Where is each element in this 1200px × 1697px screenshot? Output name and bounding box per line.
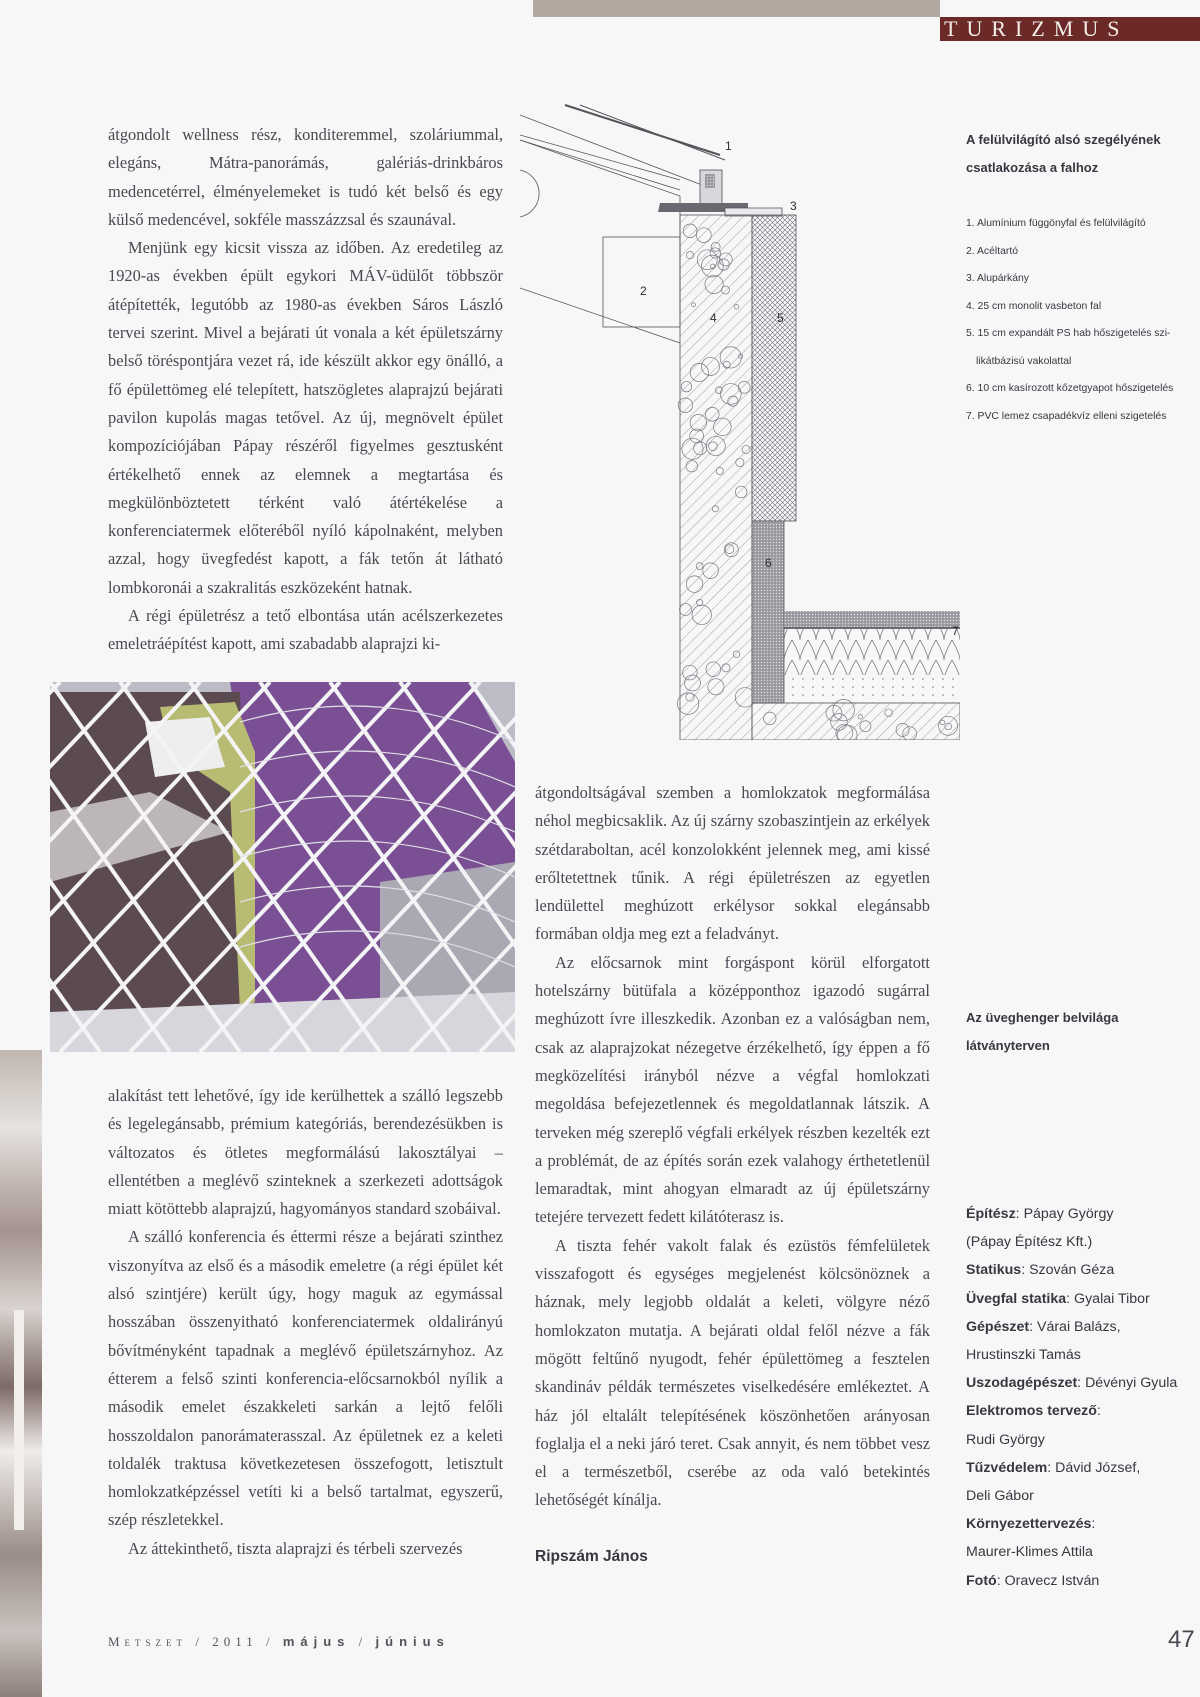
glazing-pane — [580, 105, 725, 160]
thermal-insulation — [784, 629, 960, 675]
callout-4: 4 — [710, 311, 717, 325]
concrete-wall — [680, 215, 752, 740]
legend-item: 1. Alumínium függönyfal és felülvilágító — [966, 218, 1146, 229]
credit-role: Környezettervezés — [966, 1516, 1092, 1533]
beam-line-low — [520, 288, 680, 343]
roof-slab — [752, 703, 960, 740]
paragraph: átgondoltságával szemben a homlokzatok megformálása néhol megbicsaklik. Az új szárny szobaszintjein az erkélyek szétdaraboltan, acél konzolokként jelennek meg, ami kissé erőltetettnek tűnik. A régi épületrészen az egyetlen lendülettel meghúzott erkélysor sokkal elegánsabb formában oldja meg ezt a feladványt. — [535, 783, 930, 944]
credit-role: Gépészet — [966, 1318, 1030, 1335]
header-color-bar — [533, 0, 940, 17]
credit-name-continued: (Pápay Építész Kft.) — [966, 1234, 1093, 1251]
credit-name-continued: Maurer-Klimes Attila — [966, 1544, 1093, 1561]
render-svg — [50, 682, 515, 1052]
credit-name: Szován Géza — [1029, 1262, 1115, 1279]
credit-name: Dévényi Gyula — [1085, 1375, 1178, 1392]
article-column-left-bottom — [108, 1082, 503, 1563]
article-column-left-top — [108, 121, 503, 659]
separator: / — [358, 1634, 368, 1649]
credit-line: Statikus: Szován Géza — [966, 1262, 1115, 1279]
credit-line: Uszodagépészet: Dévényi Gyula — [966, 1375, 1178, 1392]
glazing-line — [520, 135, 680, 180]
paragraph: A régi épületrész a tető elbontása után acélszerkezetes emeletráépítést kapott, ami szabadabb alaprajzi ki- — [108, 606, 503, 654]
steel-beam — [603, 237, 680, 327]
callout-2: 2 — [640, 284, 647, 298]
credit-role: Statikus — [966, 1262, 1022, 1279]
paragraph: Menjünk egy kicsit vissza az időben. Az eredetileg az 1920-as években épült egykori MÁV-üdülőt többször átépítették, legutóbb az 1980-as években Sáros László tervei szerint. Mivel a bejárati út vonala a két épületszárny belső töréspontjára vezet rá, ide készült akkor egy önálló, a fő épülettömeg elé telepített, hatszögletes alaprajzú bejárati pavilon kupolás magas tetővel. Az új, megnövelt épület kompozíciójában Pápay részéről figyelmes gesztusként értékelhető ennek az elemnek a megtartása és megkülönböztetett térként való átértékelése a konferenciatermek előteréből nyíló kápolnaként, melyben azzal, hogy üvegfedést kapott, a fák tetőn át látható lombkoronái a szakralitás eszközeként hatnak. — [108, 238, 503, 597]
glazing-line — [520, 115, 715, 190]
paragraph: átgondolt wellness rész, konditeremmel, szoláriummal, elegáns, Mátra-panorámás, galériás-drinkbáros medencetérrel, élményelemeket is tudó két belső és egy külső medencével, sokféle masszázzsal és szaunával. — [108, 125, 503, 229]
paragraph: A szálló konferencia és éttermi része a bejárati szinthez viszonyítva az első és a második emeletre (a régi épület két alsó szintjére) került úgy, hogy maguk az egymással hosszában összenyitható konferenciatermek oldalirányú bővítményként tapadnak a meglévő épületszárnyhoz. Az étterem a felső szinti konferencia-előcsarnokból nyílik a második emelet északkeleti sarkán a lejtő felőli hosszoldalon panorámaterasszal. Az épületnek ez a keleti toldalék traktusa következetesen összefogott, letisztult homlokzatképzéssel vetíti ki a belső tartalmat, egyszerű, szép részletekkel. — [108, 1227, 503, 1530]
section-label: TURIZMUS — [940, 17, 1200, 41]
callout-7: 7 — [952, 624, 959, 638]
callout-5: 5 — [777, 311, 784, 325]
gravel-layer — [784, 611, 960, 627]
paragraph: alakítást tett lehetővé, így ide kerülhettek a szálló legszebb és legelegánsabb, prémium kategóriás, berendezésükben is változatos és ötletes megformálású lakosztályai – ellentétben a meglévő szinteknek a szerkezeti adottságok miatt kötöttebb alaprajzú, hagyományos standard szobáival. — [108, 1086, 503, 1219]
separator: / — [265, 1634, 275, 1649]
legend-item: 2. Acéltartó — [966, 245, 1018, 257]
legend-item: 7. PVC lemez csapadékvíz elleni szigetelés — [966, 410, 1167, 422]
eps-insulation — [752, 215, 796, 521]
credit-line: Fotó: Oravecz István — [966, 1572, 1100, 1589]
credit-role: Fotó — [966, 1572, 997, 1589]
legend-item: 4. 25 cm monolit vasbeton fal — [966, 300, 1102, 312]
project-credits — [966, 1200, 1200, 1595]
paragraph: Az áttekinthető, tiszta alaprajzi és térbeli szervezés — [128, 1538, 463, 1558]
detail-legend — [966, 210, 1200, 430]
credit-name: Dávid József, — [1055, 1459, 1141, 1476]
credit-line: Elektromos tervező: — [966, 1403, 1101, 1420]
credit-line: Környezettervezés: — [966, 1516, 1096, 1533]
render-figure-caption: Az üveghenger belvilága látványterven — [966, 1010, 1119, 1053]
issue-month-1: május — [282, 1634, 351, 1649]
credit-line: Üvegfal statika: Gyalai Tibor — [966, 1290, 1150, 1307]
credit-line: Tűzvédelem: Dávid József, — [966, 1459, 1141, 1476]
screed-layer — [784, 675, 960, 703]
page-number: 47 — [1168, 1626, 1195, 1653]
callout-6: 6 — [765, 556, 772, 570]
credit-name: Oravecz István — [1004, 1572, 1100, 1589]
credit-name-continued: Rudi György — [966, 1431, 1045, 1448]
beam-line — [520, 140, 680, 190]
credit-line: Építész: Pápay György — [966, 1206, 1114, 1222]
credit-name: Várai Balázs, — [1036, 1318, 1121, 1335]
credit-role: Uszodagépészet — [966, 1375, 1078, 1392]
magazine-name: Metszet — [108, 1634, 188, 1649]
detail-figure-caption: A felülvilágító alsó szegélyének csatlakozása a falhoz — [966, 132, 1161, 175]
credit-role: Tűzvédelem — [966, 1459, 1048, 1476]
credit-role: Üvegfal statika — [966, 1290, 1067, 1307]
credit-name: Gyalai Tibor — [1074, 1290, 1150, 1307]
legend-item: 3. Alupárkány — [966, 273, 1029, 284]
rockwool-insulation — [752, 521, 784, 703]
author-name: Ripszám János — [535, 1547, 648, 1565]
legend-item: 6. 10 cm kasírozott kőzetgyapot hőszigetelés — [966, 383, 1174, 394]
issue-month-2: június — [375, 1634, 450, 1649]
edge-photo-strip — [0, 1050, 42, 1697]
credit-line: Gépészet: Várai Balázs, — [966, 1318, 1121, 1335]
callout-3: 3 — [790, 199, 797, 213]
legend-item-continued: likátbázisú vakolattal — [976, 355, 1072, 367]
interior-render-image — [50, 682, 515, 1052]
footer-issue-line — [108, 1634, 450, 1650]
detail-svg — [520, 100, 960, 740]
credit-name-continued: Hrustinszki Tamás — [966, 1347, 1081, 1364]
legend-item: 5. 15 cm expandált PS hab hőszigetelés szi- — [966, 328, 1171, 339]
credit-role: Építész — [966, 1206, 1016, 1222]
credit-name: Pápay György — [1023, 1206, 1114, 1222]
paragraph: Az előcsarnok mint forgáspont körül elforgatott hotelszárny bütüfala a középponthoz igazodó sugárral meghúzott ívre illeszkedik. Azonban ez a valóságban nem, csak az alaprajzokat nézegetve érzékelhető, így éppen a fő megközelítési irányból nézve a végfal homlokzati megoldása befejezetlennek és megoldatlannak látszik. A terveken még szereplő végfali erkélyek részben kezelték ezt a problémát, de az építés során ezek valahogy érthetetlenül lemaradtak, mint ahogyan elmaradt az új épületszárny tetejére tervezett fedett kilátóterasz is. — [535, 952, 930, 1227]
callout-1: 1 — [725, 139, 732, 153]
article-column-middle — [535, 779, 930, 1571]
credit-name-continued: Deli Gábor — [966, 1488, 1034, 1505]
separator: / — [195, 1634, 204, 1649]
construction-detail-drawing — [520, 100, 960, 740]
credit-role: Elektromos tervező — [966, 1403, 1097, 1420]
circle-section — [520, 170, 539, 217]
glazing-pane — [565, 105, 720, 155]
frame-insulation — [705, 174, 715, 188]
issue-year: 2011 — [212, 1634, 258, 1649]
beam-outline — [520, 140, 680, 315]
paragraph: A tiszta fehér vakolt falak és ezüstös fémfelületek visszafogott és egységes megjelenést kölcsönöznek a háznak, mely legjobb oldalát a keleti, völgyre néző homlokzaton mutatja. A bejárati oldal felől nézve a fák mögött feltűnő nyugodt, fehér épülettömeg a fesztelen skandináv példák természetes viselkedésére emlékeztet. A ház jól eltalált telepítésének köszönhetően arányosan foglalja el a neki járó teret. Csak annyit, és nem többet vesz el a természetből, cserébe az oda való betekintés lehetőségét kínálja. — [535, 1235, 930, 1510]
